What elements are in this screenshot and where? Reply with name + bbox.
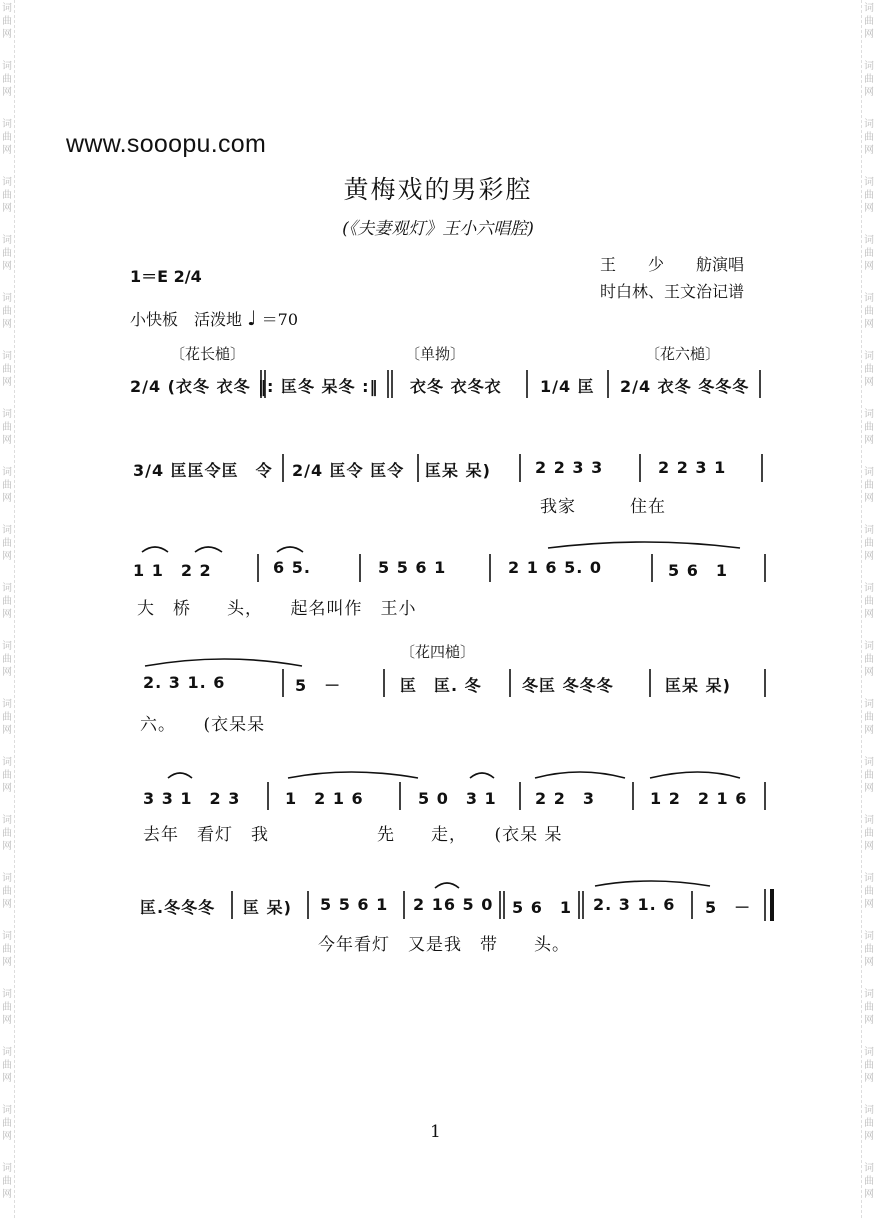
measure: 匡.冬冬冬 xyxy=(140,898,216,917)
measure: 冬匡 冬冬冬 xyxy=(522,676,614,695)
watermark-group: 词 曲 网 xyxy=(2,641,12,678)
watermark-group: 词 曲 网 xyxy=(864,931,874,968)
watermark-group: 词 曲 网 xyxy=(2,873,12,910)
watermark-group: 词 曲 网 xyxy=(864,757,874,794)
watermark-group: 词 曲 网 xyxy=(2,61,12,98)
measure: 5 6 1 xyxy=(512,898,572,917)
measure: 匡呆 呆) xyxy=(665,676,731,695)
watermark-group: 词 曲 网 xyxy=(2,583,12,620)
watermark-group: 词 曲 网 xyxy=(864,3,874,40)
watermark-group: 词 曲 网 xyxy=(864,583,874,620)
measure: 5 5 6 1 xyxy=(320,895,389,914)
watermark-group: 词 曲 网 xyxy=(864,467,874,504)
measure: 3/4 匡匡令匡 令 xyxy=(133,461,273,480)
label-dan-ao: 〔单拗〕 xyxy=(405,345,466,363)
watermark-group: 词 曲 网 xyxy=(2,931,12,968)
lyric-line: 六。 (衣呆呆 xyxy=(140,715,266,735)
lyric-line: 今年看灯 又是我 带 头。 xyxy=(318,935,570,955)
key-signature: 1＝E 2/4 xyxy=(130,267,202,286)
watermark-group: 词 曲 网 xyxy=(2,1047,12,1084)
site-url: www.sooopu.com xyxy=(66,130,267,158)
measure: 2 2 3 xyxy=(535,789,595,808)
measure: 2 16 5 0 xyxy=(413,895,494,914)
watermark-group: 词 曲 网 xyxy=(2,1105,12,1142)
watermark-group: 词 曲 网 xyxy=(2,235,12,272)
measure: 1 2 1 6 xyxy=(285,789,364,808)
tempo-text: 小快板 活泼地 xyxy=(130,310,243,329)
measure: 2 2 3 1 xyxy=(658,458,727,477)
measure: 5 － xyxy=(705,898,752,917)
label-hua-chang-chui: 〔花长槌〕 xyxy=(170,345,246,363)
measure: 6 5. xyxy=(273,558,311,577)
watermark-group: 词 曲 网 xyxy=(864,989,874,1026)
watermark-group: 词 曲 网 xyxy=(864,177,874,214)
watermark-group: 词 曲 网 xyxy=(2,409,12,446)
label-hua-liu-chui: 〔花六槌〕 xyxy=(645,345,721,363)
lyric-line: 去年 看灯 我 先 走， (衣呆 呆 xyxy=(143,825,563,845)
measure: 2. 3 1. 6 xyxy=(593,895,676,914)
watermark-group: 词 曲 网 xyxy=(2,3,12,40)
measure: 2 1 6 5. 0 xyxy=(508,558,603,577)
measure: 2. 3 1. 6 xyxy=(143,673,226,692)
watermark-group: 词 曲 网 xyxy=(2,699,12,736)
watermark-group: 词 曲 网 xyxy=(2,177,12,214)
measure: 1 1 2 2 xyxy=(133,561,212,580)
watermark-group: 词 曲 网 xyxy=(864,1163,874,1200)
measure: 衣冬 衣冬衣 xyxy=(410,377,502,396)
watermark-group: 词 曲 网 xyxy=(864,815,874,852)
watermark-group: 词 曲 网 xyxy=(864,409,874,446)
quarter-note-icon: ♩ xyxy=(247,306,257,330)
measure: 5 0 3 1 xyxy=(418,789,497,808)
measure: 2/4 衣冬 冬冬冬 xyxy=(620,377,750,396)
watermark-group: 词 曲 网 xyxy=(2,467,12,504)
page-number: 1 xyxy=(430,1122,441,1142)
watermark-group: 词 曲 网 xyxy=(864,873,874,910)
measure: 2/4 (衣冬 衣冬 xyxy=(130,377,251,396)
watermark-group: 词 曲 网 xyxy=(2,757,12,794)
measure: 2 2 3 3 xyxy=(535,458,604,477)
watermark-group: 词 曲 网 xyxy=(864,351,874,388)
lyric-line: 大 桥 头， 起名叫作 王小 xyxy=(137,599,417,619)
watermark-group: 词 曲 网 xyxy=(864,1047,874,1084)
subtitle: (《夫妻观灯》王小六唱腔) xyxy=(342,219,534,239)
watermark-group: 词 曲 网 xyxy=(864,293,874,330)
watermark-group: 词 曲 网 xyxy=(2,293,12,330)
watermark-group: 词 曲 网 xyxy=(2,1163,12,1200)
watermark-group: 词 曲 网 xyxy=(2,989,12,1026)
measure: 3 3 1 2 3 xyxy=(143,789,241,808)
measure: 匡 呆) xyxy=(243,898,292,917)
measure: 1/4 匡 xyxy=(540,377,595,396)
measure: 2/4 匡令 匡令 xyxy=(292,461,405,480)
measure: 1 2 2 1 6 xyxy=(650,789,748,808)
credit-transcriber: 时白林、王文治记谱 xyxy=(600,282,745,301)
watermark-group: 词 曲 网 xyxy=(864,641,874,678)
measure: 5 5 6 1 xyxy=(378,558,447,577)
watermark-group: 词 曲 网 xyxy=(2,119,12,156)
watermark-group: 词 曲 网 xyxy=(864,235,874,272)
lyric-line: 我家 住在 xyxy=(540,497,666,517)
page-title: 黄梅戏的男彩腔 xyxy=(343,175,533,204)
watermark-group: 词 曲 网 xyxy=(864,1105,874,1142)
measure: 匡呆 呆) xyxy=(425,461,491,480)
watermark-group: 词 曲 网 xyxy=(2,815,12,852)
watermark-group: 词 曲 网 xyxy=(2,351,12,388)
measure: 匡 匡. 冬 xyxy=(400,676,482,695)
tempo-bpm: ＝70 xyxy=(261,310,299,329)
label-hua-si-chui: 〔花四槌〕 xyxy=(400,643,476,661)
measure: ‖: 匡冬 呆冬 :‖ xyxy=(258,377,379,396)
credit-singer: 王 少 舫演唱 xyxy=(600,255,745,274)
watermark-group: 词 曲 网 xyxy=(864,61,874,98)
watermark-group: 词 曲 网 xyxy=(2,525,12,562)
watermark-group: 词 曲 网 xyxy=(864,525,874,562)
watermark-group: 词 曲 网 xyxy=(864,699,874,736)
watermark-group: 词 曲 网 xyxy=(864,119,874,156)
measure: 5 6 1 xyxy=(668,561,728,580)
measure: 5 － xyxy=(295,676,342,695)
